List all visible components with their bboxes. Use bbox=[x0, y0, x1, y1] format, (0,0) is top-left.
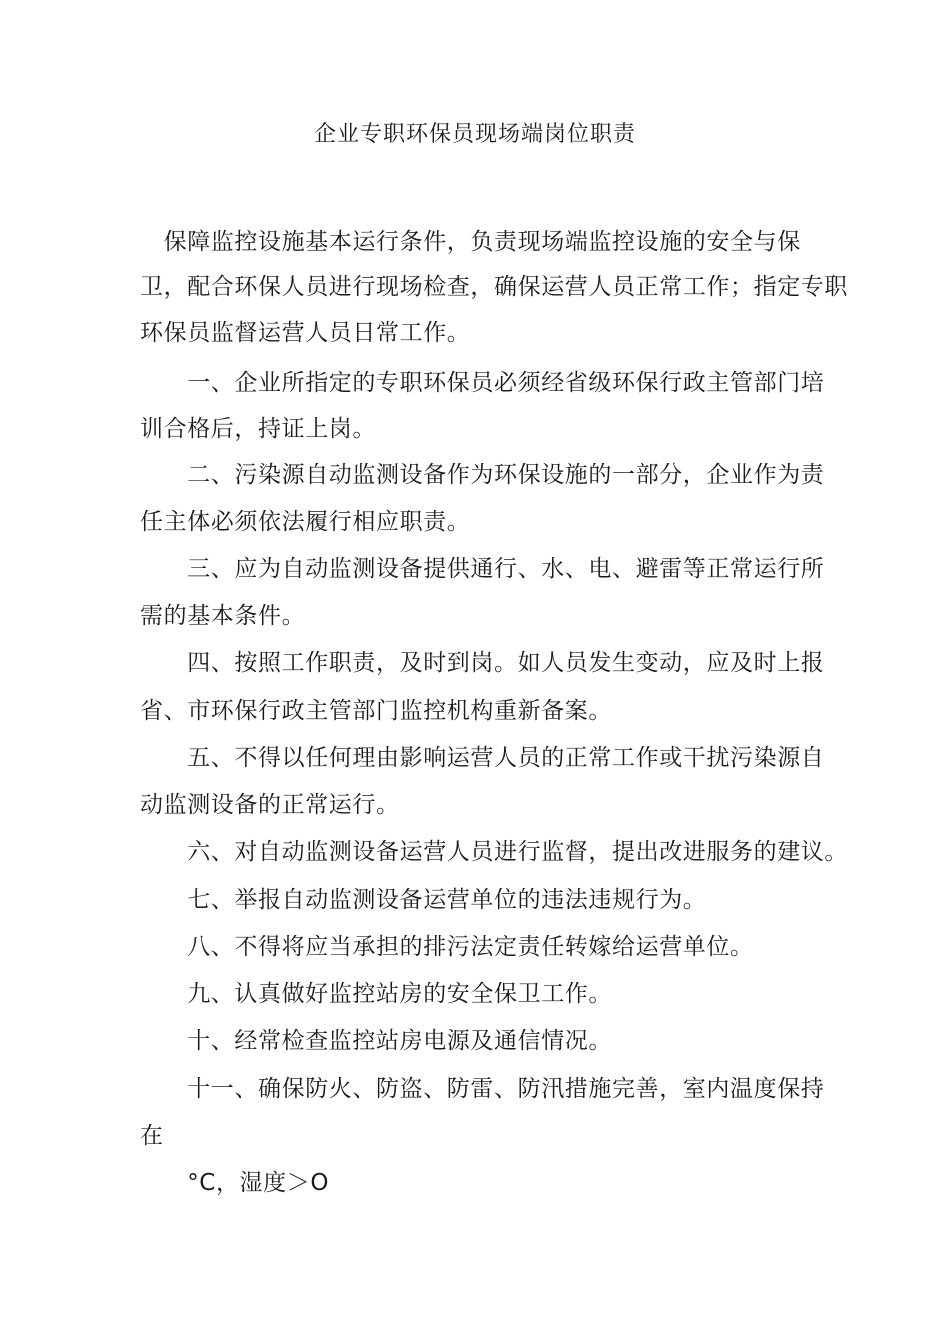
paragraph-line: 七、举报自动监测设备运营单位的违法违规行为。 bbox=[140, 887, 707, 913]
paragraph-line: 需的基本条件。 bbox=[140, 603, 306, 629]
paragraph-line: 一、企业所指定的专职环保员必须经省级环保行政主管部门培 bbox=[140, 370, 825, 396]
paragraph-line: 八、不得将应当承担的排污法定责任转嫁给运营单位。 bbox=[140, 934, 754, 960]
paragraph-line: 六、对自动监测设备运营人员进行监督，提出改进服务的建议。 bbox=[140, 839, 848, 865]
paragraph-line: 三、应为自动监测设备提供通行、水、电、避雷等正常运行所 bbox=[140, 556, 825, 582]
paragraph-line: 二、污染源自动监测设备作为环保设施的一部分，企业作为责 bbox=[140, 462, 825, 488]
paragraph-line: °C，湿度＞O bbox=[140, 1170, 330, 1196]
paragraph-line: 训合格后，持证上岗。 bbox=[140, 416, 376, 442]
paragraph-line: 省、市环保行政主管部门监控机构重新备案。 bbox=[140, 698, 612, 724]
paragraph-line: 九、认真做好监控站房的安全保卫工作。 bbox=[140, 981, 612, 1007]
paragraph-line: 四、按照工作职责，及时到岗。如人员发生变动，应及时上报 bbox=[140, 650, 825, 676]
paragraph-line: 保障监控设施基本运行条件，负责现场端监控设施的安全与保 bbox=[140, 229, 801, 255]
paragraph-line: 十一、确保防火、防盗、防雷、防汛措施完善，室内温度保持 bbox=[140, 1076, 825, 1102]
paragraph-line: 任主体必须依法履行相应职责。 bbox=[140, 509, 471, 535]
paragraph-line: 动监测设备的正常运行。 bbox=[140, 792, 400, 818]
document-title: 企业专职环保员现场端岗位职责 bbox=[313, 122, 636, 147]
paragraph-line: 卫，配合环保人员进行现场检查，确保运营人员正常工作；指定专职 bbox=[140, 274, 848, 300]
paragraph-line: 在 bbox=[140, 1123, 164, 1149]
paragraph-line: 环保员监督运营人员日常工作。 bbox=[140, 320, 471, 346]
paragraph-line: 十、经常检查监控站房电源及通信情况。 bbox=[140, 1028, 612, 1054]
paragraph-line: 五、不得以任何理由影响运营人员的正常工作或干扰污染源自 bbox=[140, 745, 825, 771]
